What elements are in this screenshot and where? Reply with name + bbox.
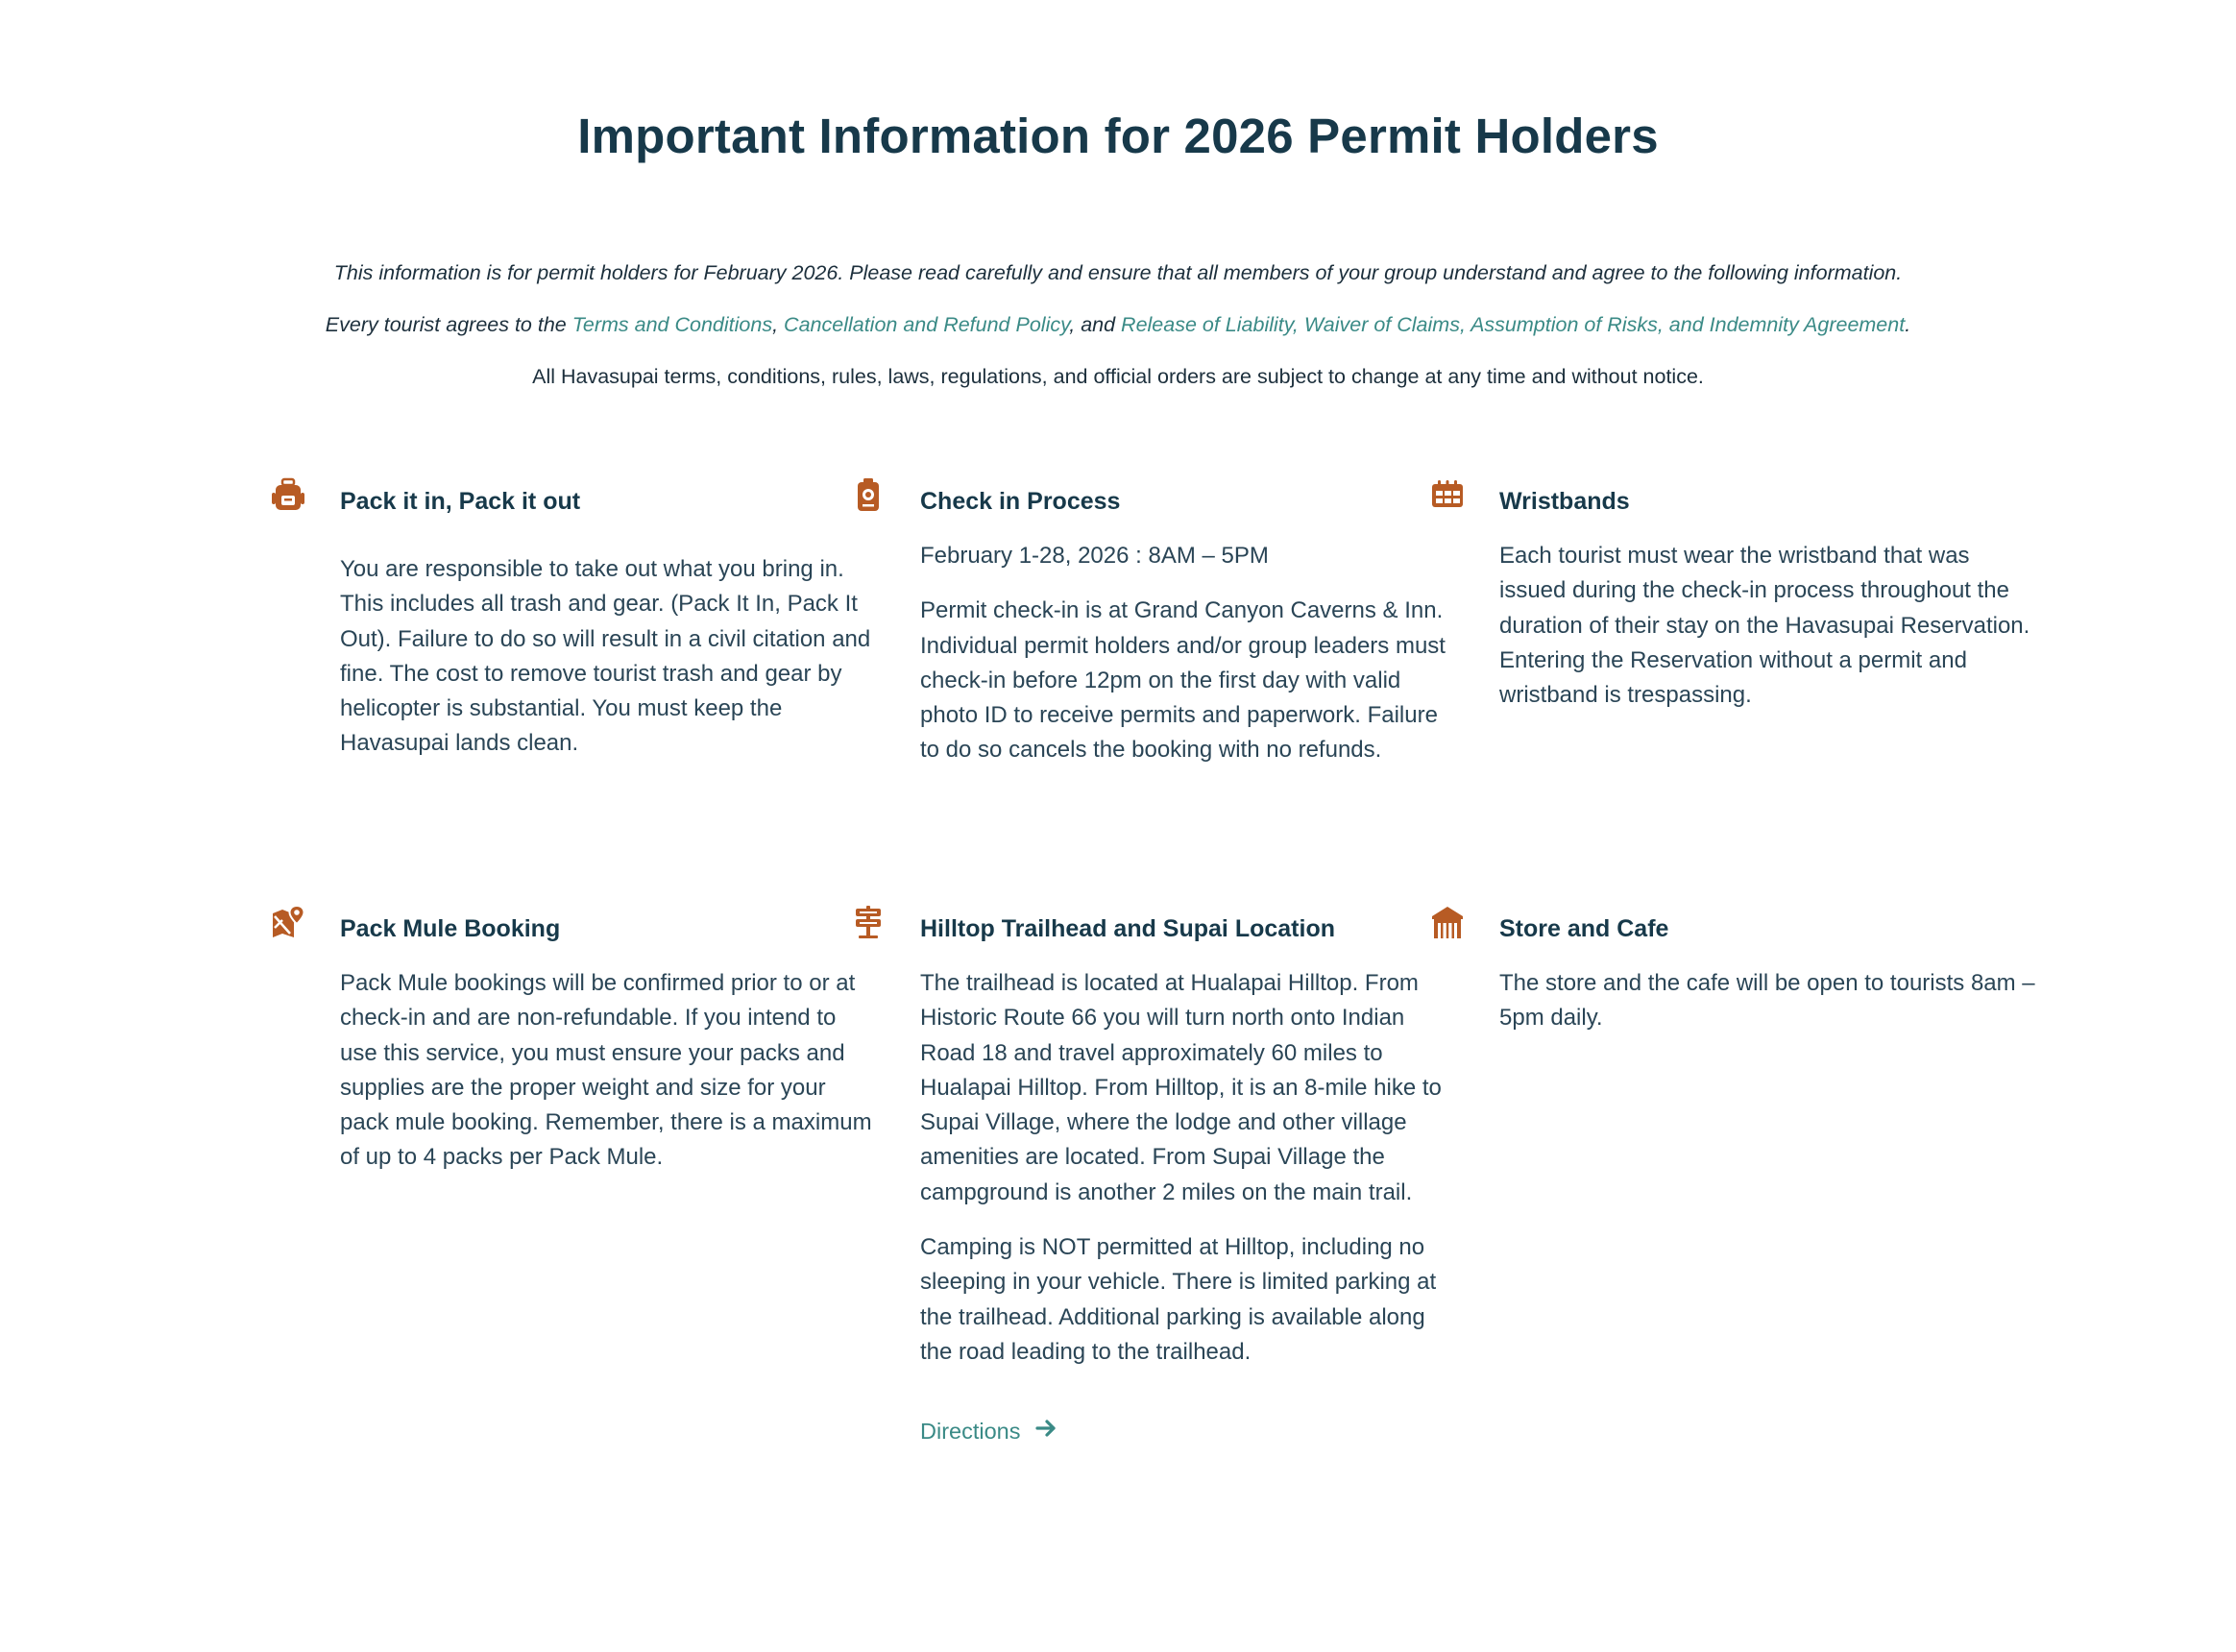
card-pack-mule-booking — [340, 912, 878, 1176]
card-body: The trailhead is located at Hualapai Hilltop. From Historic Route 66 you will turn north onto Indian Road 18 and travel approximately 60 miles to Hualapai Hilltop. From Hilltop, it is an 8-mile hike to Supai Village, where the lodge and other village amenities are located. From Supai Village the campground is another 2 miles on the main trail. — [920, 970, 1442, 1205]
card-wristbands — [1499, 485, 2037, 713]
card-title: Check in Process — [920, 488, 1121, 515]
card-title: Pack it in, Pack it out — [340, 488, 581, 515]
intro-disclaimer: All Havasupai terms, conditions, rules, laws, regulations, and official orders are subject to change at any time and without notice. — [532, 365, 1704, 388]
card-body: Permit check-in is at Grand Canyon Caverns & Inn. Individual permit holders and/or group leaders must check-in before 12pm on the first day with valid photo ID to receive permits and paperwork. Failure to do so cancels the booking with no refunds. — [920, 597, 1446, 764]
card-body: Each tourist must wear the wristband that was issued during the check-in process throughout the duration of their stay on the Havasupai Reservation. Entering the Reservation without a permit and wristband is trespassing. — [1499, 543, 2030, 709]
check-in-date: February 1-28, 2026 : 8AM – 5PM — [920, 543, 1269, 569]
intro-agreement — [0, 313, 2236, 337]
card-body: Camping is NOT permitted at Hilltop, including no sleeping in your vehicle. There is limited parking at the trailhead. Additional parking is available along the road leading to the trailhead. — [920, 1234, 1437, 1365]
card-title: Hilltop Trailhead and Supai Location — [920, 915, 1335, 942]
card-title: Wristbands — [1499, 488, 1630, 515]
card-store-and-cafe — [1499, 912, 2037, 1036]
terms-and-conditions-link[interactable]: Terms and Conditions — [571, 313, 773, 336]
card-title: Store and Cafe — [1499, 915, 1669, 942]
signpost-icon — [851, 905, 886, 939]
directions-link[interactable] — [920, 1416, 1058, 1446]
intro-separator: , — [772, 313, 785, 336]
intro-separator: , and — [1069, 313, 1122, 336]
card-body: Pack Mule bookings will be confirmed prior to or at check-in and are non-refundable. If you intend to use this service, you must ensure your packs and supplies are the proper weight and size for your pack mule booking. Remember, there is a maximum of up to 4 packs per Pack Mule. — [340, 970, 872, 1171]
directions-label: Directions — [920, 1418, 1021, 1444]
card-check-in-process — [920, 485, 1458, 768]
passport-icon — [851, 477, 886, 512]
card-title: Pack Mule Booking — [340, 915, 561, 942]
page-title: Important Information for 2026 Permit Holders — [577, 109, 1659, 163]
map-pin-icon — [271, 905, 305, 939]
arrow-right-icon — [1033, 1416, 1058, 1446]
card-body: You are responsible to take out what you bring in. This includes all trash and gear. (Pack It In, Pack It Out). Failure to do so will result in a civil citation and fine. The cost to remove tourist trash and gear by helicopter is substantial. You must keep the Havasupai lands clean. — [340, 556, 871, 757]
ticket-icon — [1430, 477, 1465, 512]
intro-agreement-suffix: . — [1905, 313, 1911, 336]
intro-agreement-prefix: Every tourist agrees to the — [325, 313, 572, 336]
card-pack-it-in — [340, 485, 878, 762]
store-icon — [1430, 905, 1465, 939]
card-hilltop-trailhead — [920, 912, 1458, 1446]
cancellation-refund-policy-link[interactable]: Cancellation and Refund Policy — [784, 313, 1070, 336]
release-of-liability-link[interactable]: Release of Liability, Waiver of Claims, Assumption of Risks, and Indemnity Agreement — [1121, 313, 1906, 336]
card-body: The store and the cafe will be open to tourists 8am – 5pm daily. — [1499, 970, 2035, 1032]
backpack-icon — [271, 477, 305, 512]
intro-notice: This information is for permit holders for February 2026. Please read carefully and ensure that all members of your group understand and agree to the following information. — [333, 261, 1903, 284]
